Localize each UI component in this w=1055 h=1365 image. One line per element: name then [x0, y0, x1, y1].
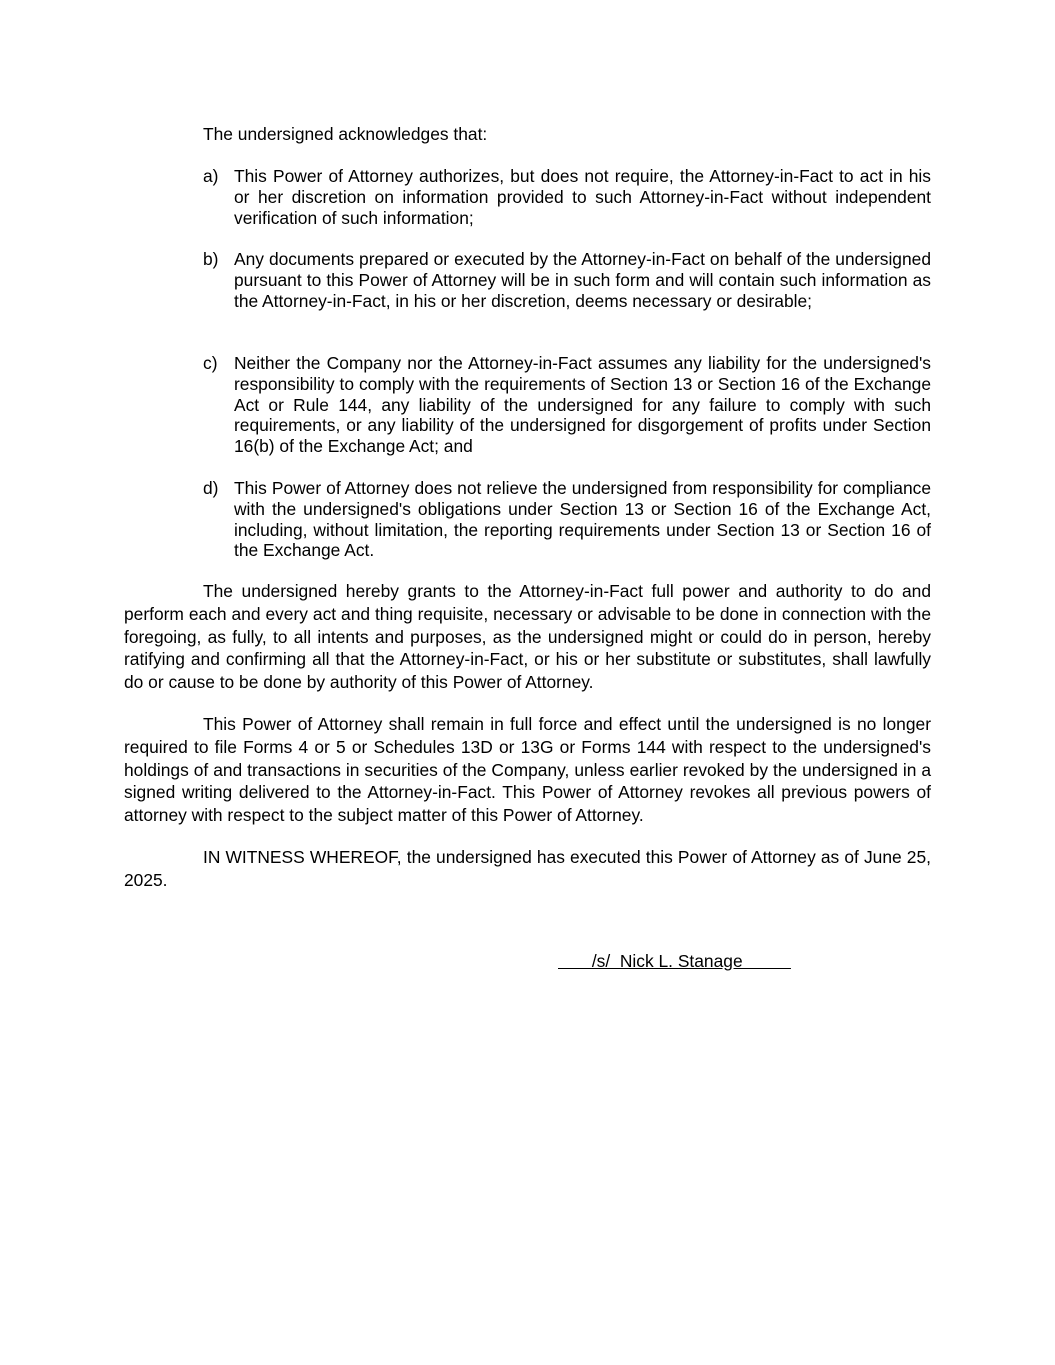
- grant-paragraph: The undersigned hereby grants to the Attorney-in-Fact full power and authority to do and perform each and every act and thing requisite, necessary or advisable to be done in connection with the foregoing, as fully, to all intents and purposes, as the undersigned might or could do in person, hereby ratifying and confirming all that the Attorney-in-Fact, or his or her substitute or substitutes, shall lawfully do or cause to be done by authority of this Power of Attorney.: [124, 581, 931, 693]
- list-item-text: Any documents prepared or executed by the Attorney-in-Fact on behalf of the undersigned pursuant to this Power of Attorney will be in such form and will contain such information as the Attorney-in-Fact, in his or her discretion, deems necessary or desirable;: [234, 249, 931, 311]
- list-marker: b): [203, 249, 219, 269]
- list-item-text: This Power of Attorney does not relieve the undersigned from responsibility for compliance with the undersigned's obligations under Section 13 or Section 16 of the Exchange Act, including, without limitation, the reporting requirements under Section 13 or Section 16 of the Exchange Act.: [234, 478, 931, 561]
- signature-line: /s/ Nick L. Stanage: [558, 951, 791, 971]
- duration-paragraph: This Power of Attorney shall remain in full force and effect until the undersigned is no longer required to file Forms 4 or 5 or Schedules 13D or 13G or Forms 144 with respect to the undersigned's holdings of and transactions in securities of the Company, unless earlier revoked by the undersigned in a signed writing delivered to the Attorney-in-Fact. This Power of Attorney revokes all previous powers of attorney with respect to the subject matter of this Power of Attorney.: [124, 714, 931, 826]
- list-item-b: [203, 249, 931, 311]
- list-item-text: This Power of Attorney authorizes, but does not require, the Attorney-in-Fact to act in his or her discretion on information provided to such Attorney-in-Fact without independent verification of such information;: [234, 166, 931, 228]
- list-item-c: [203, 353, 931, 457]
- list-marker: a): [203, 166, 219, 186]
- list-marker: c): [203, 353, 218, 373]
- list-item-a: [203, 166, 931, 228]
- witness-paragraph: IN WITNESS WHEREOF, the undersigned has executed this Power of Attorney as of June 25, 2025.: [124, 847, 931, 890]
- list-item-text: Neither the Company nor the Attorney-in-Fact assumes any liability for the undersigned's responsibility to comply with the requirements of Section 13 or Section 16 of the Exchange Act or Rule 144, any liability of the undersigned for any failure to comply with such requirements, or any liability of the undersigned for disgorgement of profits under Section 16(b) of the Exchange Act; and: [234, 353, 931, 457]
- list-item-d: [203, 478, 931, 561]
- list-marker: d): [203, 478, 219, 498]
- intro-text: The undersigned acknowledges that:: [203, 124, 488, 144]
